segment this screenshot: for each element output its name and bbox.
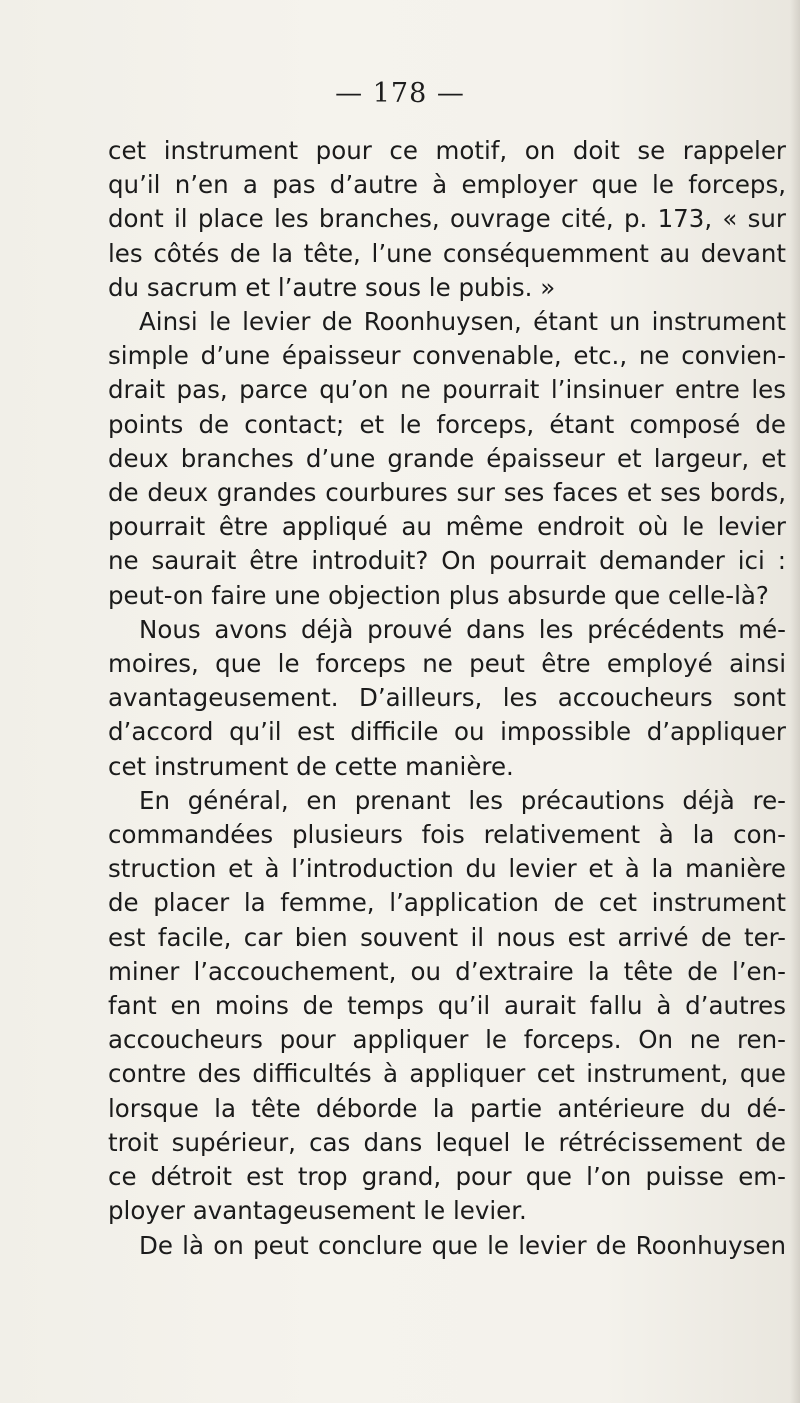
text-line: accoucheurs pour appliquer le forceps. On ne ren-: [108, 1025, 786, 1055]
text-line: miner l’accouchement, ou d’extraire la tête de l’en-: [108, 956, 786, 986]
text-line: ployer avantageusement le levier.: [108, 1196, 527, 1226]
page-number-header: — 178 —: [335, 78, 465, 109]
text-line: contre des difficultés à appliquer cet instrument, que: [108, 1059, 786, 1089]
text-line: struction et à l’introduction du levier et à la manière: [108, 854, 786, 884]
text-line: points de contact; et le forceps, étant composé de: [108, 409, 786, 439]
text-line: pourrait être appliqué au même endroit où le levier: [108, 512, 786, 542]
text-line: avantageusement. D’ailleurs, les accoucheurs sont: [108, 683, 786, 713]
text-line: cet instrument pour ce motif, on doit se rappeler: [108, 136, 786, 165]
text-line: deux branches d’une grande épaisseur et largeur, et: [108, 443, 786, 473]
page-edge-shadow: [790, 0, 800, 1403]
text-line: lorsque la tête déborde la partie antérieure du dé-: [108, 1093, 786, 1123]
text-line: fant en moins de temps qu’il aurait fallu à d’autres: [108, 991, 786, 1021]
text-line: les côtés de la tête, l’une conséquemment au devant: [108, 238, 786, 268]
text-line: qu’il n’en a pas d’autre à employer que le forceps,: [108, 170, 786, 200]
text-line: dont il place les branches, ouvrage cité, p. 173, « sur: [108, 204, 786, 234]
text-line: commandées plusieurs fois relativement à la con-: [108, 820, 786, 850]
text-line: De là on peut conclure que le levier de Roonhuysen: [139, 1230, 786, 1260]
text-line: cet instrument de cette manière.: [108, 751, 514, 781]
text-line: est facile, car bien souvent il nous est arrivé de ter-: [108, 922, 786, 952]
text-line: simple d’une épaisseur convenable, etc., ne convien-: [108, 341, 786, 371]
text-line: Nous avons déjà prouvé dans les précédents mé-: [139, 614, 786, 644]
text-line: Ainsi le levier de Roonhuysen, étant un instrument: [139, 307, 786, 337]
text-line: ce détroit est trop grand, pour que l’on puisse em-: [108, 1162, 786, 1192]
text-line: du sacrum et l’autre sous le pubis. »: [108, 272, 556, 302]
text-line: peut-on faire une objection plus absurde que celle-là?: [108, 580, 769, 610]
text-line: moires, que le forceps ne peut être employé ainsi: [108, 649, 786, 679]
body-text: [108, 134, 786, 1263]
text-line: troit supérieur, cas dans lequel le rétrécissement de: [108, 1127, 786, 1157]
text-line: ne saurait être introduit? On pourrait demander ici :: [108, 546, 786, 576]
text-line: d’accord qu’il est difficile ou impossible d’appliquer: [108, 717, 786, 747]
text-line: de deux grandes courbures sur ses faces et ses bords,: [108, 478, 786, 508]
text-line: de placer la femme, l’application de cet instrument: [108, 888, 786, 918]
text-line: En général, en prenant les précautions déjà re-: [139, 785, 786, 815]
text-line: drait pas, parce qu’on ne pourrait l’insinuer entre les: [108, 375, 786, 405]
